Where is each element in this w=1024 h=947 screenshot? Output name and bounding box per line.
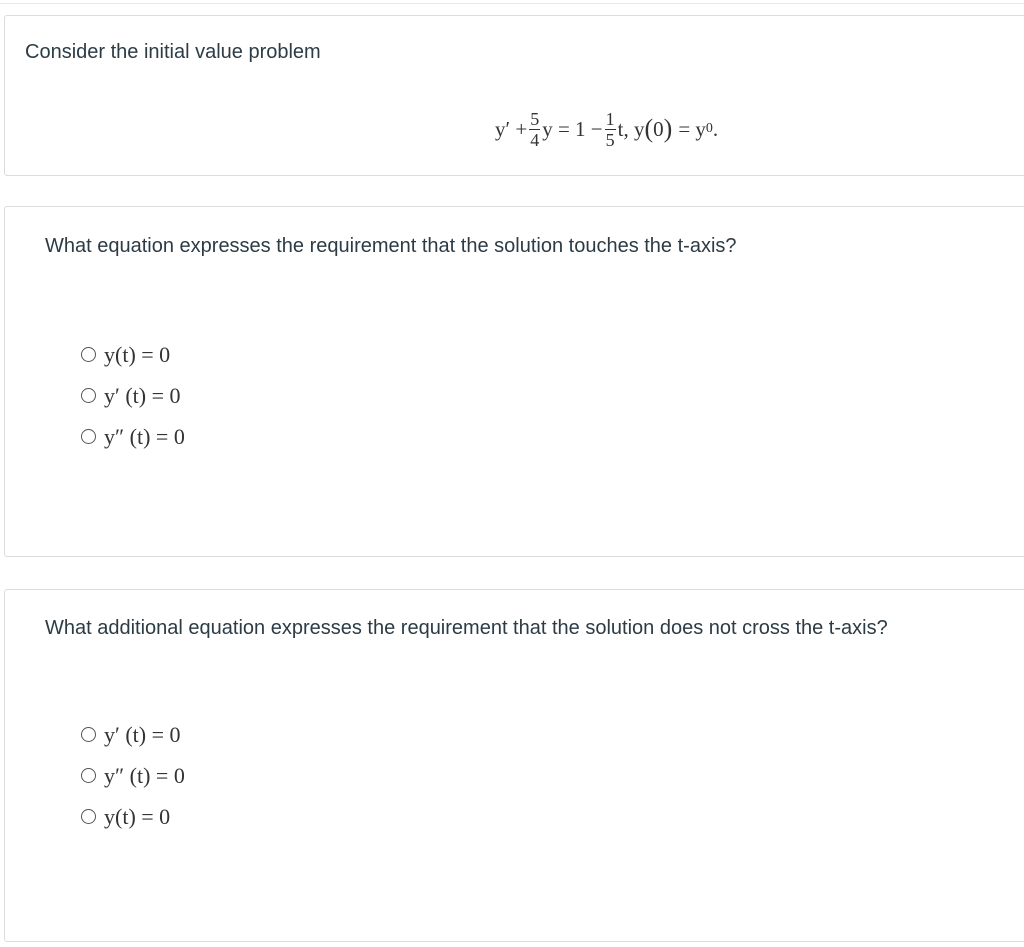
eq-period: . <box>712 116 719 141</box>
q2-option-3-label: y(t) = 0 <box>104 803 171 829</box>
q1-option-3[interactable] <box>81 416 185 457</box>
eq-lhs-start: y′ + <box>495 116 528 141</box>
frac2-denominator: 5 <box>605 129 615 150</box>
question-2-options <box>81 714 185 837</box>
eq-tail: t, y <box>617 116 645 141</box>
eq-paren-open: ( <box>644 114 654 143</box>
q2-option-1-label: y′ (t) = 0 <box>104 721 181 747</box>
eq-zero: 0 <box>653 116 664 141</box>
radio-button[interactable] <box>81 388 96 403</box>
question-1-text: What equation expresses the requirement that the solution touches the t-axis? <box>45 235 737 257</box>
radio-button[interactable] <box>81 809 96 824</box>
eq-paren-close: ) <box>663 114 673 143</box>
question-card-1 <box>4 206 1024 557</box>
problem-card <box>4 15 1024 176</box>
radio-button[interactable] <box>81 768 96 783</box>
q1-option-1[interactable] <box>81 334 185 375</box>
question-2-text: What additional equation expresses the requirement that the solution does not cross the t-axis? <box>45 617 888 639</box>
problem-intro: Consider the initial value problem <box>25 41 321 63</box>
q1-option-1-label: y(t) = 0 <box>104 341 171 367</box>
fraction-5-over-4 <box>529 110 540 149</box>
q1-option-2[interactable] <box>81 375 185 416</box>
eq-subscript: 0 <box>705 121 713 136</box>
radio-button[interactable] <box>81 347 96 362</box>
radio-button[interactable] <box>81 429 96 444</box>
q2-option-2[interactable] <box>81 755 185 796</box>
q2-option-2-label: y″ (t) = 0 <box>104 762 185 788</box>
top-divider <box>0 3 1024 4</box>
fraction-1-over-5 <box>605 110 616 149</box>
eq-mid: y = 1 − <box>542 116 603 141</box>
q2-option-1[interactable] <box>81 714 185 755</box>
frac2-numerator: 1 <box>605 108 615 129</box>
eq-equals-y: = y <box>678 116 706 141</box>
question-1-options <box>81 334 185 457</box>
q1-option-3-label: y″ (t) = 0 <box>104 423 185 449</box>
frac1-denominator: 4 <box>530 129 540 150</box>
q2-option-3[interactable] <box>81 796 185 837</box>
ivp-equation <box>495 94 718 164</box>
radio-button[interactable] <box>81 727 96 742</box>
q1-option-2-label: y′ (t) = 0 <box>104 382 181 408</box>
frac1-numerator: 5 <box>530 108 540 129</box>
question-card-2 <box>4 589 1024 942</box>
